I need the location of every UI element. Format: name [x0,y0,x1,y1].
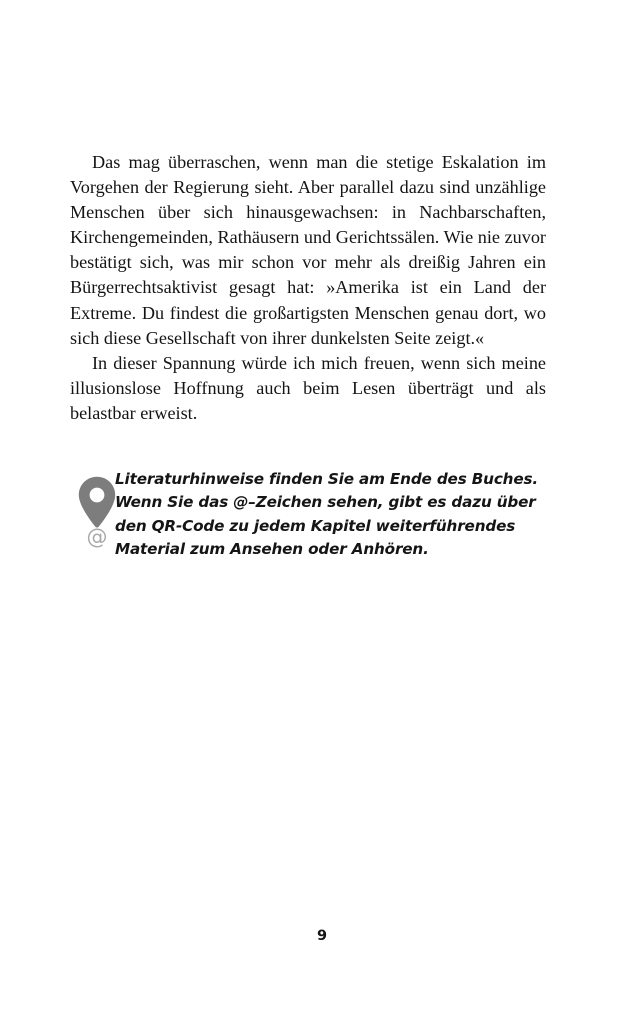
map-pin-icon [78,476,116,528]
paragraph-2: In dieser Spannung würde ich mich freuen, wenn sich meine illusionslose Hoffnung auch beim Lesen überträgt und als belastbar erweist. [70,352,546,423]
page-number: 9 [316,928,328,944]
callout-icon-group [70,476,122,558]
callout-text: Literaturhinweise finden Sie am Ende des Buches. Wenn Sie das @–Zeichen sehen, gibt es dazu über den QR-Code zu jedem Kapitel weiterführendes Material zum Ansehen oder Anhören. [115,470,538,558]
body-text-block [70,150,546,426]
note-callout [70,468,546,561]
paragraph-1: Das mag überraschen, wenn man die stetige Eskalation im Vorgehen der Regierung sieht. Aber parallel dazu sind unzählige Menschen über sich hinausgewachsen: in Nachbarschaften, Kirchengemeinden, Rathäusern und Gerichtssälen. Wie nie zuvor bestätigt sich, was mir schon vor mehr als dreißig Jahren ein Bürgerrechtsaktivist gesagt hat: »Amerika ist ein Land der Extreme. Du findest die großartigsten Menschen genau dort, wo sich diese Gesellschaft von ihrer dunkelsten Seite zeigt.« [70,152,546,348]
at-symbol-icon: @ [86,525,108,549]
